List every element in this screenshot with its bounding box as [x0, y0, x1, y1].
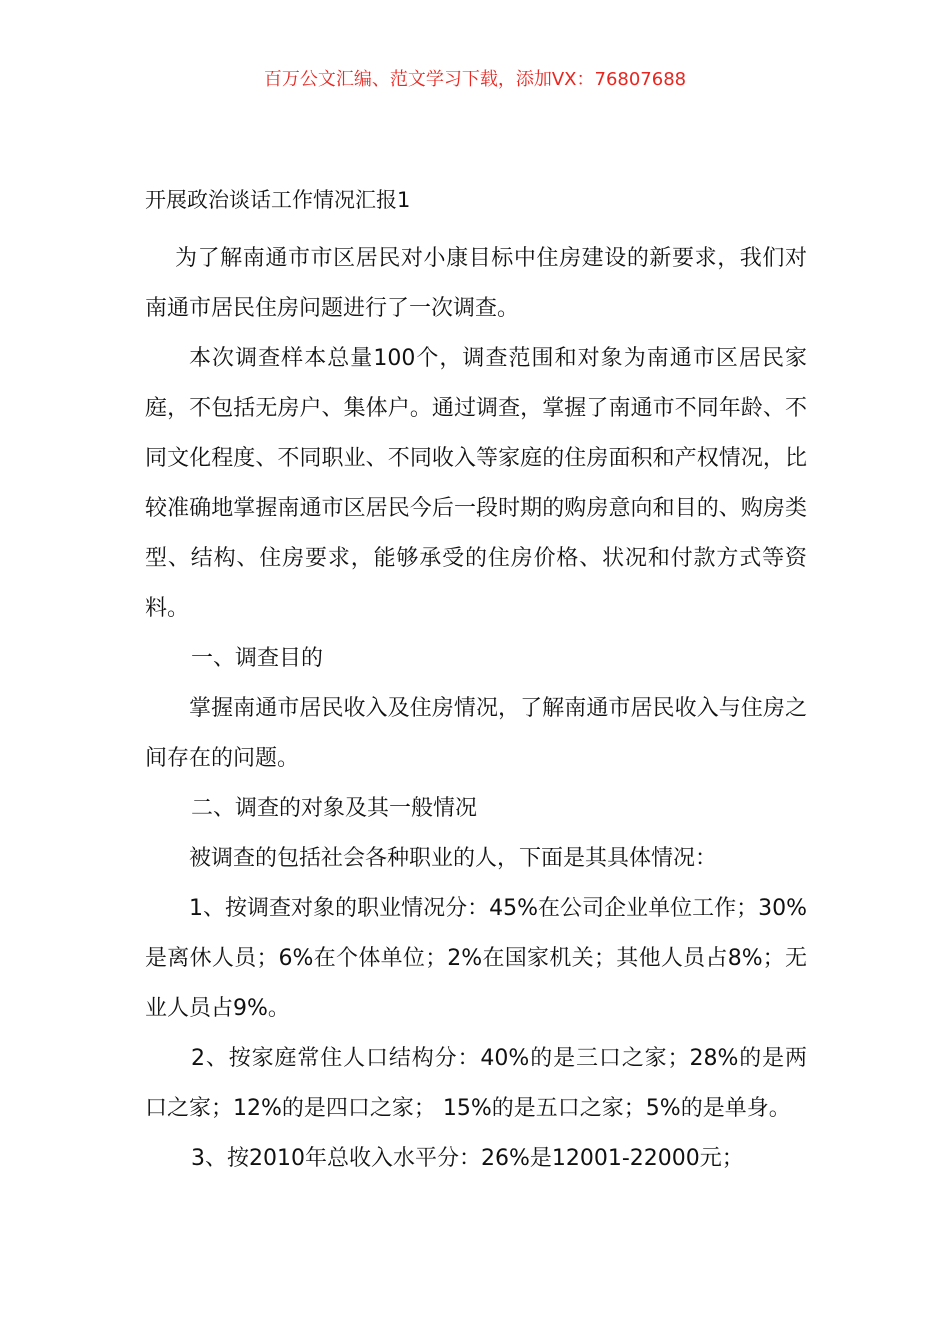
- document-body: [145, 234, 807, 1184]
- paragraph-intro: 为了解南通市市区居民对小康目标中住房建设的新要求，我们对南通市居民住房问题进行了一次调查。: [145, 246, 807, 321]
- paragraph-purpose: 掌握南通市居民收入及住房情况，了解南通市居民收入与住房之间存在的问题。: [145, 696, 807, 771]
- section-heading-purpose: 一、调查目的: [191, 646, 324, 671]
- paragraph-occupation: 1、按调查对象的职业情况分：45%在公司企业单位工作；30%是离休人员；6%在个体单位；2%在国家机关；其他人员占8%；无业人员占9%。: [145, 896, 807, 1021]
- paragraph-income: 3、按2010年总收入水平分：26%是12001-22000元；: [191, 1146, 744, 1171]
- paragraph-household: 2、按家庭常住人口结构分：40%的是三口之家；28%的是两口之家；12%的是四口之家； 15%的是五口之家；5%的是单身。: [145, 1046, 807, 1121]
- document-title: 开展政治谈话工作情况汇报1: [145, 188, 411, 212]
- header-promo-note: 百万公文汇编、范文学习下载，添加VX：76807688: [263, 69, 687, 90]
- paragraph-sample: 本次调查样本总量100个，调查范围和对象为南通市区居民家庭，不包括无房户、集体户。通过调查，掌握了南通市不同年龄、不同文化程度、不同职业、不同收入等家庭的住房面积和产权情况，比较准确地掌握南通市区居民今后一段时期的购房意向和目的、购房类型、结构、住房要求，能够承受的住房价格、状况和付款方式等资料。: [145, 346, 807, 621]
- paragraph-subjects-intro: 被调查的包括社会各种职业的人，下面是其具体情况：: [189, 846, 718, 871]
- section-heading-subjects: 二、调查的对象及其一般情况: [191, 796, 478, 821]
